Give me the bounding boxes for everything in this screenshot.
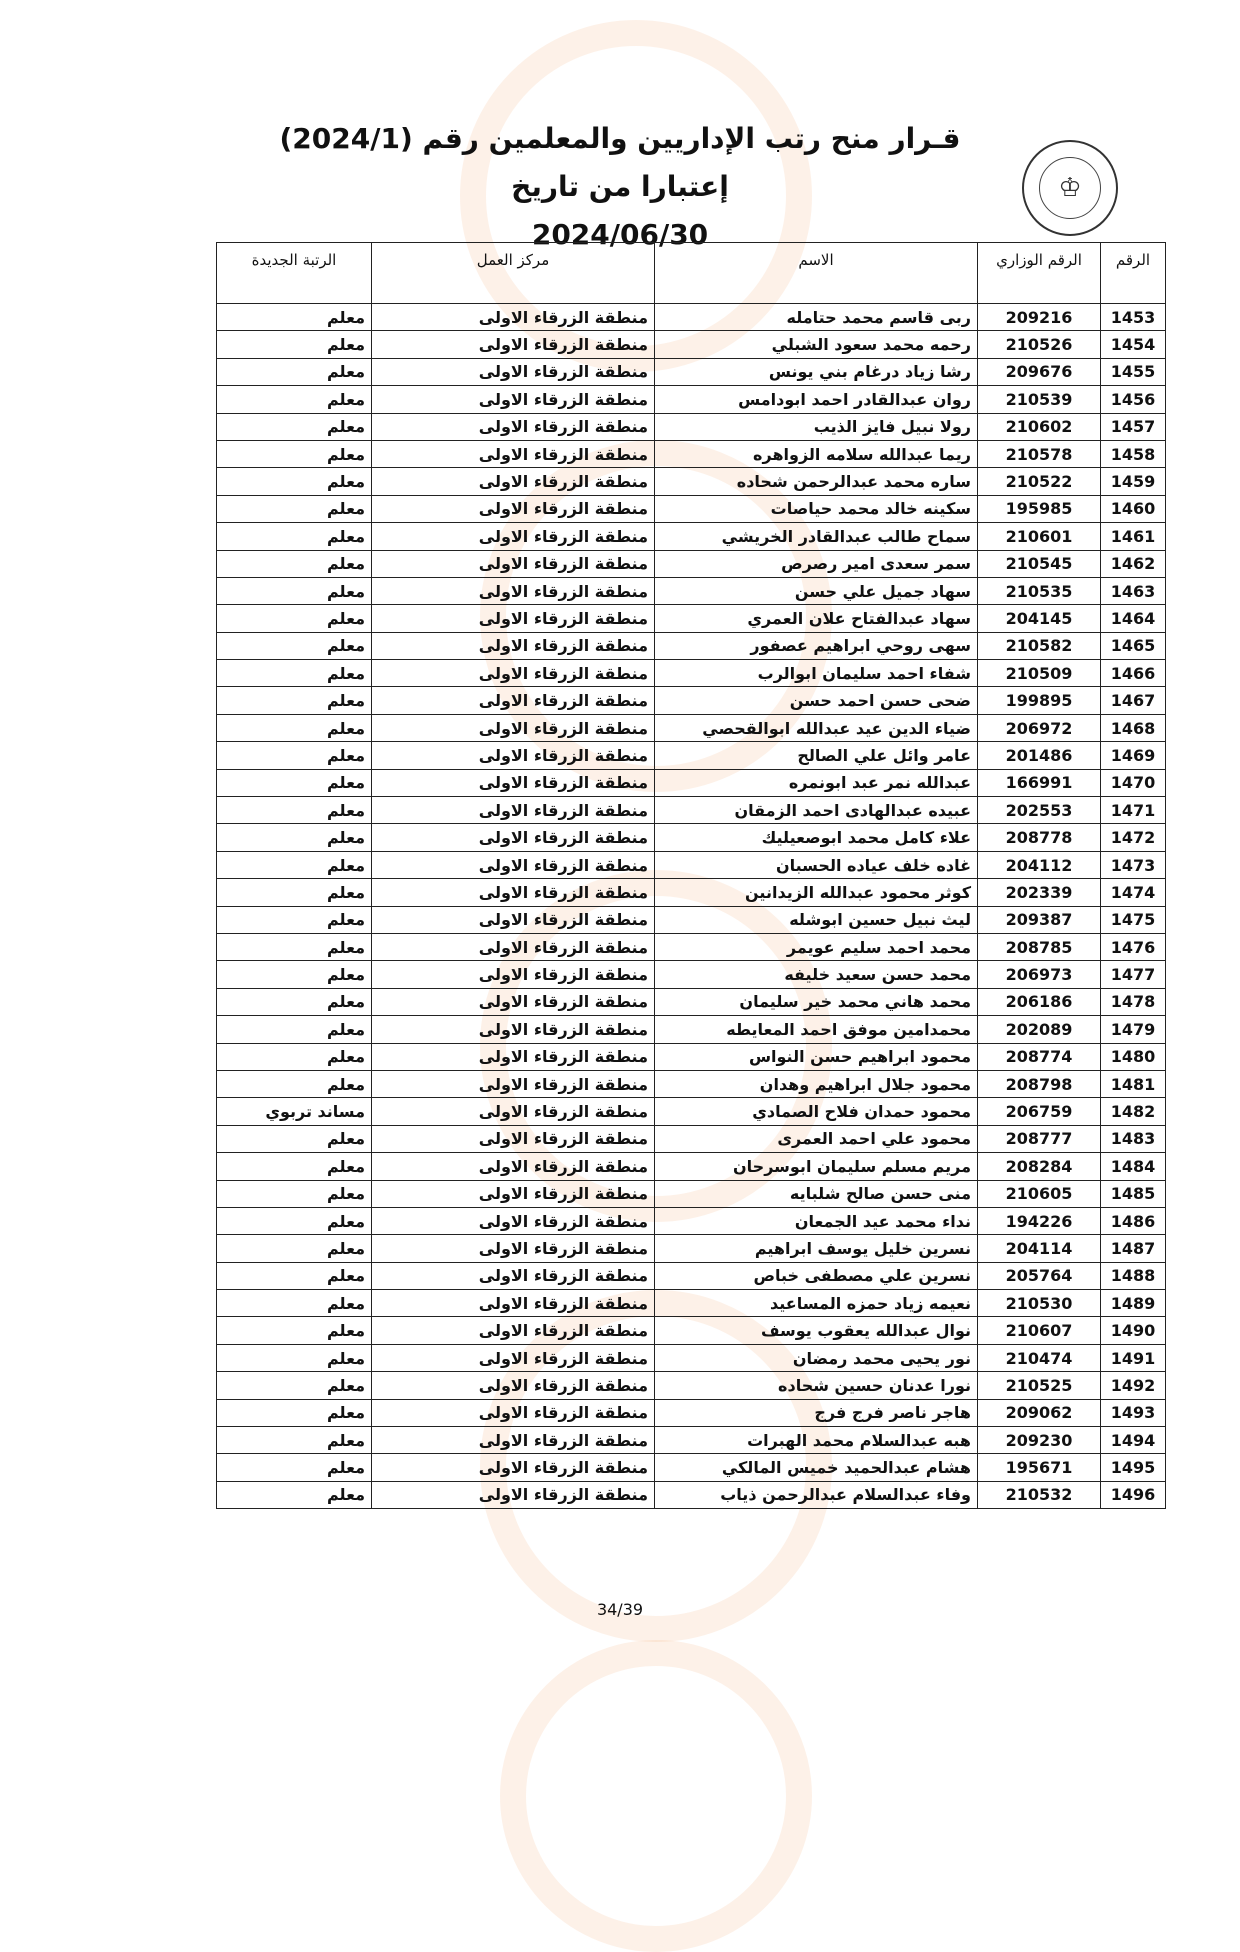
- cell-work-center: منطقة الزرقاء الاولى: [372, 742, 655, 769]
- cell-name: غاده خلف عياده الحسبان: [655, 851, 978, 878]
- table-row: [217, 988, 1166, 1015]
- cell-ministry-id: 204112: [978, 851, 1101, 878]
- cell-new-rank: معلم: [217, 769, 372, 796]
- cell-name: نورا عدنان حسين شحاده: [655, 1372, 978, 1399]
- cell-work-center: منطقة الزرقاء الاولى: [372, 1070, 655, 1097]
- cell-name: محمود جلال ابراهيم وهدان: [655, 1070, 978, 1097]
- cell-number: 1475: [1101, 906, 1166, 933]
- cell-name: سهى روحي ابراهيم عصفور: [655, 632, 978, 659]
- cell-ministry-id: 209676: [978, 358, 1101, 385]
- cell-work-center: منطقة الزرقاء الاولى: [372, 413, 655, 440]
- table-row: [217, 1016, 1166, 1043]
- cell-name: شفاء احمد سليمان ابوالرب: [655, 660, 978, 687]
- cell-ministry-id: 210530: [978, 1290, 1101, 1317]
- cell-new-rank: معلم: [217, 632, 372, 659]
- cell-name: ريما عبدالله سلامه الزواهره: [655, 440, 978, 467]
- cell-name: ضحى حسن احمد حسن: [655, 687, 978, 714]
- cell-new-rank: معلم: [217, 687, 372, 714]
- cell-number: 1495: [1101, 1454, 1166, 1481]
- cell-name: هبه عبدالسلام محمد الهبرات: [655, 1427, 978, 1454]
- cell-ministry-id: 208798: [978, 1070, 1101, 1097]
- cell-number: 1496: [1101, 1481, 1166, 1508]
- cell-ministry-id: 210545: [978, 550, 1101, 577]
- cell-name: عبدالله نمر عبد ابونمره: [655, 769, 978, 796]
- cell-work-center: منطقة الزرقاء الاولى: [372, 961, 655, 988]
- header-ministry-id: الرقم الوزاري: [978, 243, 1101, 304]
- cell-ministry-id: 209216: [978, 304, 1101, 331]
- cell-work-center: منطقة الزرقاء الاولى: [372, 797, 655, 824]
- cell-number: 1491: [1101, 1344, 1166, 1371]
- cell-new-rank: معلم: [217, 468, 372, 495]
- cell-work-center: منطقة الزرقاء الاولى: [372, 495, 655, 522]
- cell-ministry-id: 202553: [978, 797, 1101, 824]
- cell-new-rank: معلم: [217, 605, 372, 632]
- cell-new-rank: معلم: [217, 523, 372, 550]
- title-line-1: قـرار منح رتب الإداريين والمعلمين رقم (2024/1) إعتبارا من تاريخ: [279, 122, 961, 203]
- cell-ministry-id: 209062: [978, 1399, 1101, 1426]
- cell-ministry-id: 208777: [978, 1125, 1101, 1152]
- cell-work-center: منطقة الزرقاء الاولى: [372, 660, 655, 687]
- cell-ministry-id: 210474: [978, 1344, 1101, 1371]
- cell-number: 1469: [1101, 742, 1166, 769]
- cell-work-center: منطقة الزرقاء الاولى: [372, 523, 655, 550]
- table-row: [217, 1043, 1166, 1070]
- cell-ministry-id: 166991: [978, 769, 1101, 796]
- cell-work-center: منطقة الزرقاء الاولى: [372, 304, 655, 331]
- cell-name: عامر وائل علي الصالح: [655, 742, 978, 769]
- cell-ministry-id: 210602: [978, 413, 1101, 440]
- table-row: [217, 1481, 1166, 1508]
- cell-new-rank: معلم: [217, 988, 372, 1015]
- cell-new-rank: معلم: [217, 1317, 372, 1344]
- cell-work-center: منطقة الزرقاء الاولى: [372, 440, 655, 467]
- cell-name: وفاء عبدالسلام عبدالرحمن ذياب: [655, 1481, 978, 1508]
- cell-ministry-id: 209230: [978, 1427, 1101, 1454]
- header-work-center: مركز العمل: [372, 243, 655, 304]
- table-row: [217, 742, 1166, 769]
- cell-number: 1478: [1101, 988, 1166, 1015]
- table-row: [217, 769, 1166, 796]
- table-row: [217, 1290, 1166, 1317]
- cell-number: 1462: [1101, 550, 1166, 577]
- cell-new-rank: معلم: [217, 1043, 372, 1070]
- cell-name: ضياء الدين عيد عبدالله ابوالقحصي: [655, 714, 978, 741]
- cell-work-center: منطقة الزرقاء الاولى: [372, 988, 655, 1015]
- cell-new-rank: معلم: [217, 1235, 372, 1262]
- cell-ministry-id: 206972: [978, 714, 1101, 741]
- cell-name: هشام عبدالحميد خميس المالكي: [655, 1454, 978, 1481]
- cell-work-center: منطقة الزرقاء الاولى: [372, 933, 655, 960]
- cell-work-center: منطقة الزرقاء الاولى: [372, 331, 655, 358]
- cell-ministry-id: 208774: [978, 1043, 1101, 1070]
- cell-number: 1470: [1101, 769, 1166, 796]
- cell-new-rank: معلم: [217, 660, 372, 687]
- ministry-emblem: [1022, 140, 1118, 236]
- cell-name: ساره محمد عبدالرحمن شحاده: [655, 468, 978, 495]
- table-row: [217, 550, 1166, 577]
- table-header-row: [217, 243, 1166, 304]
- cell-work-center: منطقة الزرقاء الاولى: [372, 605, 655, 632]
- cell-ministry-id: 210605: [978, 1180, 1101, 1207]
- table-row: [217, 1262, 1166, 1289]
- cell-work-center: منطقة الزرقاء الاولى: [372, 1290, 655, 1317]
- table-row: [217, 933, 1166, 960]
- cell-work-center: منطقة الزرقاء الاولى: [372, 879, 655, 906]
- cell-number: 1453: [1101, 304, 1166, 331]
- cell-number: 1459: [1101, 468, 1166, 495]
- cell-ministry-id: 208284: [978, 1153, 1101, 1180]
- header-new-rank: الرتبة الجديدة: [217, 243, 372, 304]
- cell-new-rank: معلم: [217, 1125, 372, 1152]
- cell-number: 1487: [1101, 1235, 1166, 1262]
- table-row: [217, 468, 1166, 495]
- cell-work-center: منطقة الزرقاء الاولى: [372, 577, 655, 604]
- cell-number: 1466: [1101, 660, 1166, 687]
- cell-work-center: منطقة الزرقاء الاولى: [372, 824, 655, 851]
- cell-work-center: منطقة الزرقاء الاولى: [372, 714, 655, 741]
- cell-work-center: منطقة الزرقاء الاولى: [372, 1016, 655, 1043]
- cell-ministry-id: 195985: [978, 495, 1101, 522]
- cell-number: 1489: [1101, 1290, 1166, 1317]
- cell-number: 1463: [1101, 577, 1166, 604]
- cell-ministry-id: 201486: [978, 742, 1101, 769]
- table-row: [217, 331, 1166, 358]
- cell-ministry-id: 210578: [978, 440, 1101, 467]
- cell-work-center: منطقة الزرقاء الاولى: [372, 1235, 655, 1262]
- header-number: الرقم: [1101, 243, 1166, 304]
- table-row: [217, 358, 1166, 385]
- cell-new-rank: معلم: [217, 933, 372, 960]
- cell-number: 1473: [1101, 851, 1166, 878]
- table-row: [217, 1153, 1166, 1180]
- cell-number: 1477: [1101, 961, 1166, 988]
- cell-new-rank: معلم: [217, 1372, 372, 1399]
- header-name: الاسم: [655, 243, 978, 304]
- cell-name: نداء محمد عيد الجمعان: [655, 1207, 978, 1234]
- cell-work-center: منطقة الزرقاء الاولى: [372, 851, 655, 878]
- cell-number: 1480: [1101, 1043, 1166, 1070]
- table-row: [217, 1125, 1166, 1152]
- cell-ministry-id: 206759: [978, 1098, 1101, 1125]
- cell-number: 1456: [1101, 386, 1166, 413]
- cell-work-center: منطقة الزرقاء الاولى: [372, 468, 655, 495]
- title-line-2: 2024/06/30: [531, 218, 709, 251]
- cell-name: محمدامين موفق احمد المعايطه: [655, 1016, 978, 1043]
- cell-new-rank: معلم: [217, 1427, 372, 1454]
- cell-name: سمر سعدى امير رصرص: [655, 550, 978, 577]
- cell-work-center: منطقة الزرقاء الاولى: [372, 1180, 655, 1207]
- cell-ministry-id: 199895: [978, 687, 1101, 714]
- cell-new-rank: معلم: [217, 1207, 372, 1234]
- cell-name: رشا زياد درغام بني يونس: [655, 358, 978, 385]
- cell-new-rank: معلم: [217, 331, 372, 358]
- cell-new-rank: معلم: [217, 824, 372, 851]
- table-row: [217, 413, 1166, 440]
- cell-new-rank: معلم: [217, 1399, 372, 1426]
- cell-work-center: منطقة الزرقاء الاولى: [372, 1454, 655, 1481]
- cell-name: ليث نبيل حسين ابوشله: [655, 906, 978, 933]
- cell-work-center: منطقة الزرقاء الاولى: [372, 1043, 655, 1070]
- cell-number: 1483: [1101, 1125, 1166, 1152]
- cell-work-center: منطقة الزرقاء الاولى: [372, 1427, 655, 1454]
- cell-new-rank: معلم: [217, 413, 372, 440]
- cell-ministry-id: 209387: [978, 906, 1101, 933]
- cell-ministry-id: 204145: [978, 605, 1101, 632]
- cell-name: هاجر ناصر فرج فرج: [655, 1399, 978, 1426]
- cell-number: 1490: [1101, 1317, 1166, 1344]
- cell-name: نسرين خليل يوسف ابراهيم: [655, 1235, 978, 1262]
- cell-ministry-id: 205764: [978, 1262, 1101, 1289]
- cell-new-rank: مساند تربوي: [217, 1098, 372, 1125]
- cell-work-center: منطقة الزرقاء الاولى: [372, 687, 655, 714]
- table-row: [217, 1207, 1166, 1234]
- cell-name: رولا نبيل فايز الذيب: [655, 413, 978, 440]
- cell-number: 1474: [1101, 879, 1166, 906]
- table-row: [217, 714, 1166, 741]
- cell-new-rank: معلم: [217, 1180, 372, 1207]
- cell-work-center: منطقة الزرقاء الاولى: [372, 1207, 655, 1234]
- table-row: [217, 386, 1166, 413]
- table-row: [217, 495, 1166, 522]
- watermark-clock-footer: [500, 1640, 812, 1952]
- cell-new-rank: معلم: [217, 906, 372, 933]
- cell-name: علاء كامل محمد ابوصعيليك: [655, 824, 978, 851]
- cell-number: 1479: [1101, 1016, 1166, 1043]
- table-row: [217, 1317, 1166, 1344]
- cell-new-rank: معلم: [217, 550, 372, 577]
- cell-name: محمد هاني محمد خير سليمان: [655, 988, 978, 1015]
- cell-number: 1454: [1101, 331, 1166, 358]
- cell-name: محمد احمد سليم عويمر: [655, 933, 978, 960]
- cell-ministry-id: 210539: [978, 386, 1101, 413]
- crown-icon: ♔: [1039, 157, 1101, 219]
- cell-ministry-id: 195671: [978, 1454, 1101, 1481]
- cell-new-rank: معلم: [217, 1262, 372, 1289]
- cell-number: 1457: [1101, 413, 1166, 440]
- cell-number: 1484: [1101, 1153, 1166, 1180]
- cell-number: 1493: [1101, 1399, 1166, 1426]
- cell-number: 1467: [1101, 687, 1166, 714]
- table-row: [217, 577, 1166, 604]
- cell-number: 1488: [1101, 1262, 1166, 1289]
- cell-number: 1476: [1101, 933, 1166, 960]
- table-row: [217, 1427, 1166, 1454]
- cell-new-rank: معلم: [217, 577, 372, 604]
- cell-new-rank: معلم: [217, 1344, 372, 1371]
- cell-work-center: منطقة الزرقاء الاولى: [372, 1317, 655, 1344]
- cell-new-rank: معلم: [217, 1070, 372, 1097]
- cell-ministry-id: 210532: [978, 1481, 1101, 1508]
- cell-work-center: منطقة الزرقاء الاولى: [372, 358, 655, 385]
- cell-new-rank: معلم: [217, 797, 372, 824]
- cell-ministry-id: 208778: [978, 824, 1101, 851]
- table-row: [217, 632, 1166, 659]
- table-row: [217, 605, 1166, 632]
- cell-name: مريم مسلم سليمان ابوسرحان: [655, 1153, 978, 1180]
- cell-new-rank: معلم: [217, 879, 372, 906]
- table-row: [217, 1344, 1166, 1371]
- cell-ministry-id: 210522: [978, 468, 1101, 495]
- cell-number: 1468: [1101, 714, 1166, 741]
- cell-new-rank: معلم: [217, 304, 372, 331]
- cell-name: روان عبدالقادر احمد ابودامس: [655, 386, 978, 413]
- cell-number: 1461: [1101, 523, 1166, 550]
- cell-name: نوال عبدالله يعقوب يوسف: [655, 1317, 978, 1344]
- cell-name: سهاد جميل علي حسن: [655, 577, 978, 604]
- table-row: [217, 523, 1166, 550]
- cell-number: 1465: [1101, 632, 1166, 659]
- cell-name: نسرين علي مصطفى خباص: [655, 1262, 978, 1289]
- cell-ministry-id: 194226: [978, 1207, 1101, 1234]
- cell-number: 1458: [1101, 440, 1166, 467]
- cell-name: محمود علي احمد العمرى: [655, 1125, 978, 1152]
- cell-new-rank: معلم: [217, 358, 372, 385]
- cell-work-center: منطقة الزرقاء الاولى: [372, 550, 655, 577]
- cell-name: نعيمه زياد حمزه المساعيد: [655, 1290, 978, 1317]
- cell-number: 1472: [1101, 824, 1166, 851]
- table-row: [217, 961, 1166, 988]
- cell-number: 1471: [1101, 797, 1166, 824]
- table-row: [217, 1399, 1166, 1426]
- cell-work-center: منطقة الزرقاء الاولى: [372, 906, 655, 933]
- cell-name: عبيده عبدالهادى احمد الزمقان: [655, 797, 978, 824]
- cell-work-center: منطقة الزرقاء الاولى: [372, 1125, 655, 1152]
- table-row: [217, 1454, 1166, 1481]
- page-number: 34/39: [596, 1600, 644, 1619]
- cell-new-rank: معلم: [217, 495, 372, 522]
- cell-ministry-id: 202089: [978, 1016, 1101, 1043]
- cell-work-center: منطقة الزرقاء الاولى: [372, 1344, 655, 1371]
- cell-number: 1481: [1101, 1070, 1166, 1097]
- cell-new-rank: معلم: [217, 1481, 372, 1508]
- table-body: [217, 304, 1166, 1509]
- table-row: [217, 1235, 1166, 1262]
- table-row: [217, 879, 1166, 906]
- cell-number: 1485: [1101, 1180, 1166, 1207]
- cell-ministry-id: 204114: [978, 1235, 1101, 1262]
- cell-name: منى حسن صالح شلبايه: [655, 1180, 978, 1207]
- cell-ministry-id: 210526: [978, 331, 1101, 358]
- cell-ministry-id: 210525: [978, 1372, 1101, 1399]
- cell-name: سكينه خالد محمد حياصات: [655, 495, 978, 522]
- cell-name: محمود ابراهيم حسن النواس: [655, 1043, 978, 1070]
- cell-number: 1482: [1101, 1098, 1166, 1125]
- cell-number: 1455: [1101, 358, 1166, 385]
- table-row: [217, 824, 1166, 851]
- ranks-table: [216, 242, 1166, 1509]
- cell-new-rank: معلم: [217, 714, 372, 741]
- table-row: [217, 440, 1166, 467]
- cell-name: محمود حمدان فلاح الصمادي: [655, 1098, 978, 1125]
- cell-work-center: منطقة الزرقاء الاولى: [372, 1372, 655, 1399]
- cell-name: سهاد عبدالفتاح علان العمري: [655, 605, 978, 632]
- cell-ministry-id: 210582: [978, 632, 1101, 659]
- cell-new-rank: معلم: [217, 440, 372, 467]
- cell-ministry-id: 202339: [978, 879, 1101, 906]
- cell-number: 1486: [1101, 1207, 1166, 1234]
- cell-number: 1494: [1101, 1427, 1166, 1454]
- cell-new-rank: معلم: [217, 1290, 372, 1317]
- cell-work-center: منطقة الزرقاء الاولى: [372, 386, 655, 413]
- table-row: [217, 906, 1166, 933]
- table-row: [217, 1180, 1166, 1207]
- cell-new-rank: معلم: [217, 1153, 372, 1180]
- cell-new-rank: معلم: [217, 961, 372, 988]
- cell-ministry-id: 210607: [978, 1317, 1101, 1344]
- table-row: [217, 304, 1166, 331]
- cell-name: محمد حسن سعيد خليفه: [655, 961, 978, 988]
- table-row: [217, 797, 1166, 824]
- cell-ministry-id: 206186: [978, 988, 1101, 1015]
- table-row: [217, 851, 1166, 878]
- cell-work-center: منطقة الزرقاء الاولى: [372, 1481, 655, 1508]
- table-row: [217, 1070, 1166, 1097]
- cell-ministry-id: 208785: [978, 933, 1101, 960]
- table-row: [217, 687, 1166, 714]
- cell-work-center: منطقة الزرقاء الاولى: [372, 1262, 655, 1289]
- cell-number: 1492: [1101, 1372, 1166, 1399]
- cell-ministry-id: 210535: [978, 577, 1101, 604]
- cell-number: 1464: [1101, 605, 1166, 632]
- table-row: [217, 1372, 1166, 1399]
- cell-name: سماح طالب عبدالقادر الخريشي: [655, 523, 978, 550]
- cell-number: 1460: [1101, 495, 1166, 522]
- cell-new-rank: معلم: [217, 1454, 372, 1481]
- cell-ministry-id: 210601: [978, 523, 1101, 550]
- cell-ministry-id: 210509: [978, 660, 1101, 687]
- table-row: [217, 1098, 1166, 1125]
- cell-work-center: منطقة الزرقاء الاولى: [372, 769, 655, 796]
- cell-new-rank: معلم: [217, 1016, 372, 1043]
- document-title: [240, 115, 1000, 259]
- cell-work-center: منطقة الزرقاء الاولى: [372, 1399, 655, 1426]
- cell-name: كوثر محمود عبدالله الزيدانين: [655, 879, 978, 906]
- cell-new-rank: معلم: [217, 386, 372, 413]
- cell-new-rank: معلم: [217, 742, 372, 769]
- table-row: [217, 660, 1166, 687]
- cell-work-center: منطقة الزرقاء الاولى: [372, 1153, 655, 1180]
- cell-work-center: منطقة الزرقاء الاولى: [372, 1098, 655, 1125]
- cell-ministry-id: 206973: [978, 961, 1101, 988]
- cell-work-center: منطقة الزرقاء الاولى: [372, 632, 655, 659]
- cell-name: نور يحيى محمد رمضان: [655, 1344, 978, 1371]
- cell-new-rank: معلم: [217, 851, 372, 878]
- cell-name: رحمه محمد سعود الشبلي: [655, 331, 978, 358]
- cell-name: ربى قاسم محمد حتامله: [655, 304, 978, 331]
